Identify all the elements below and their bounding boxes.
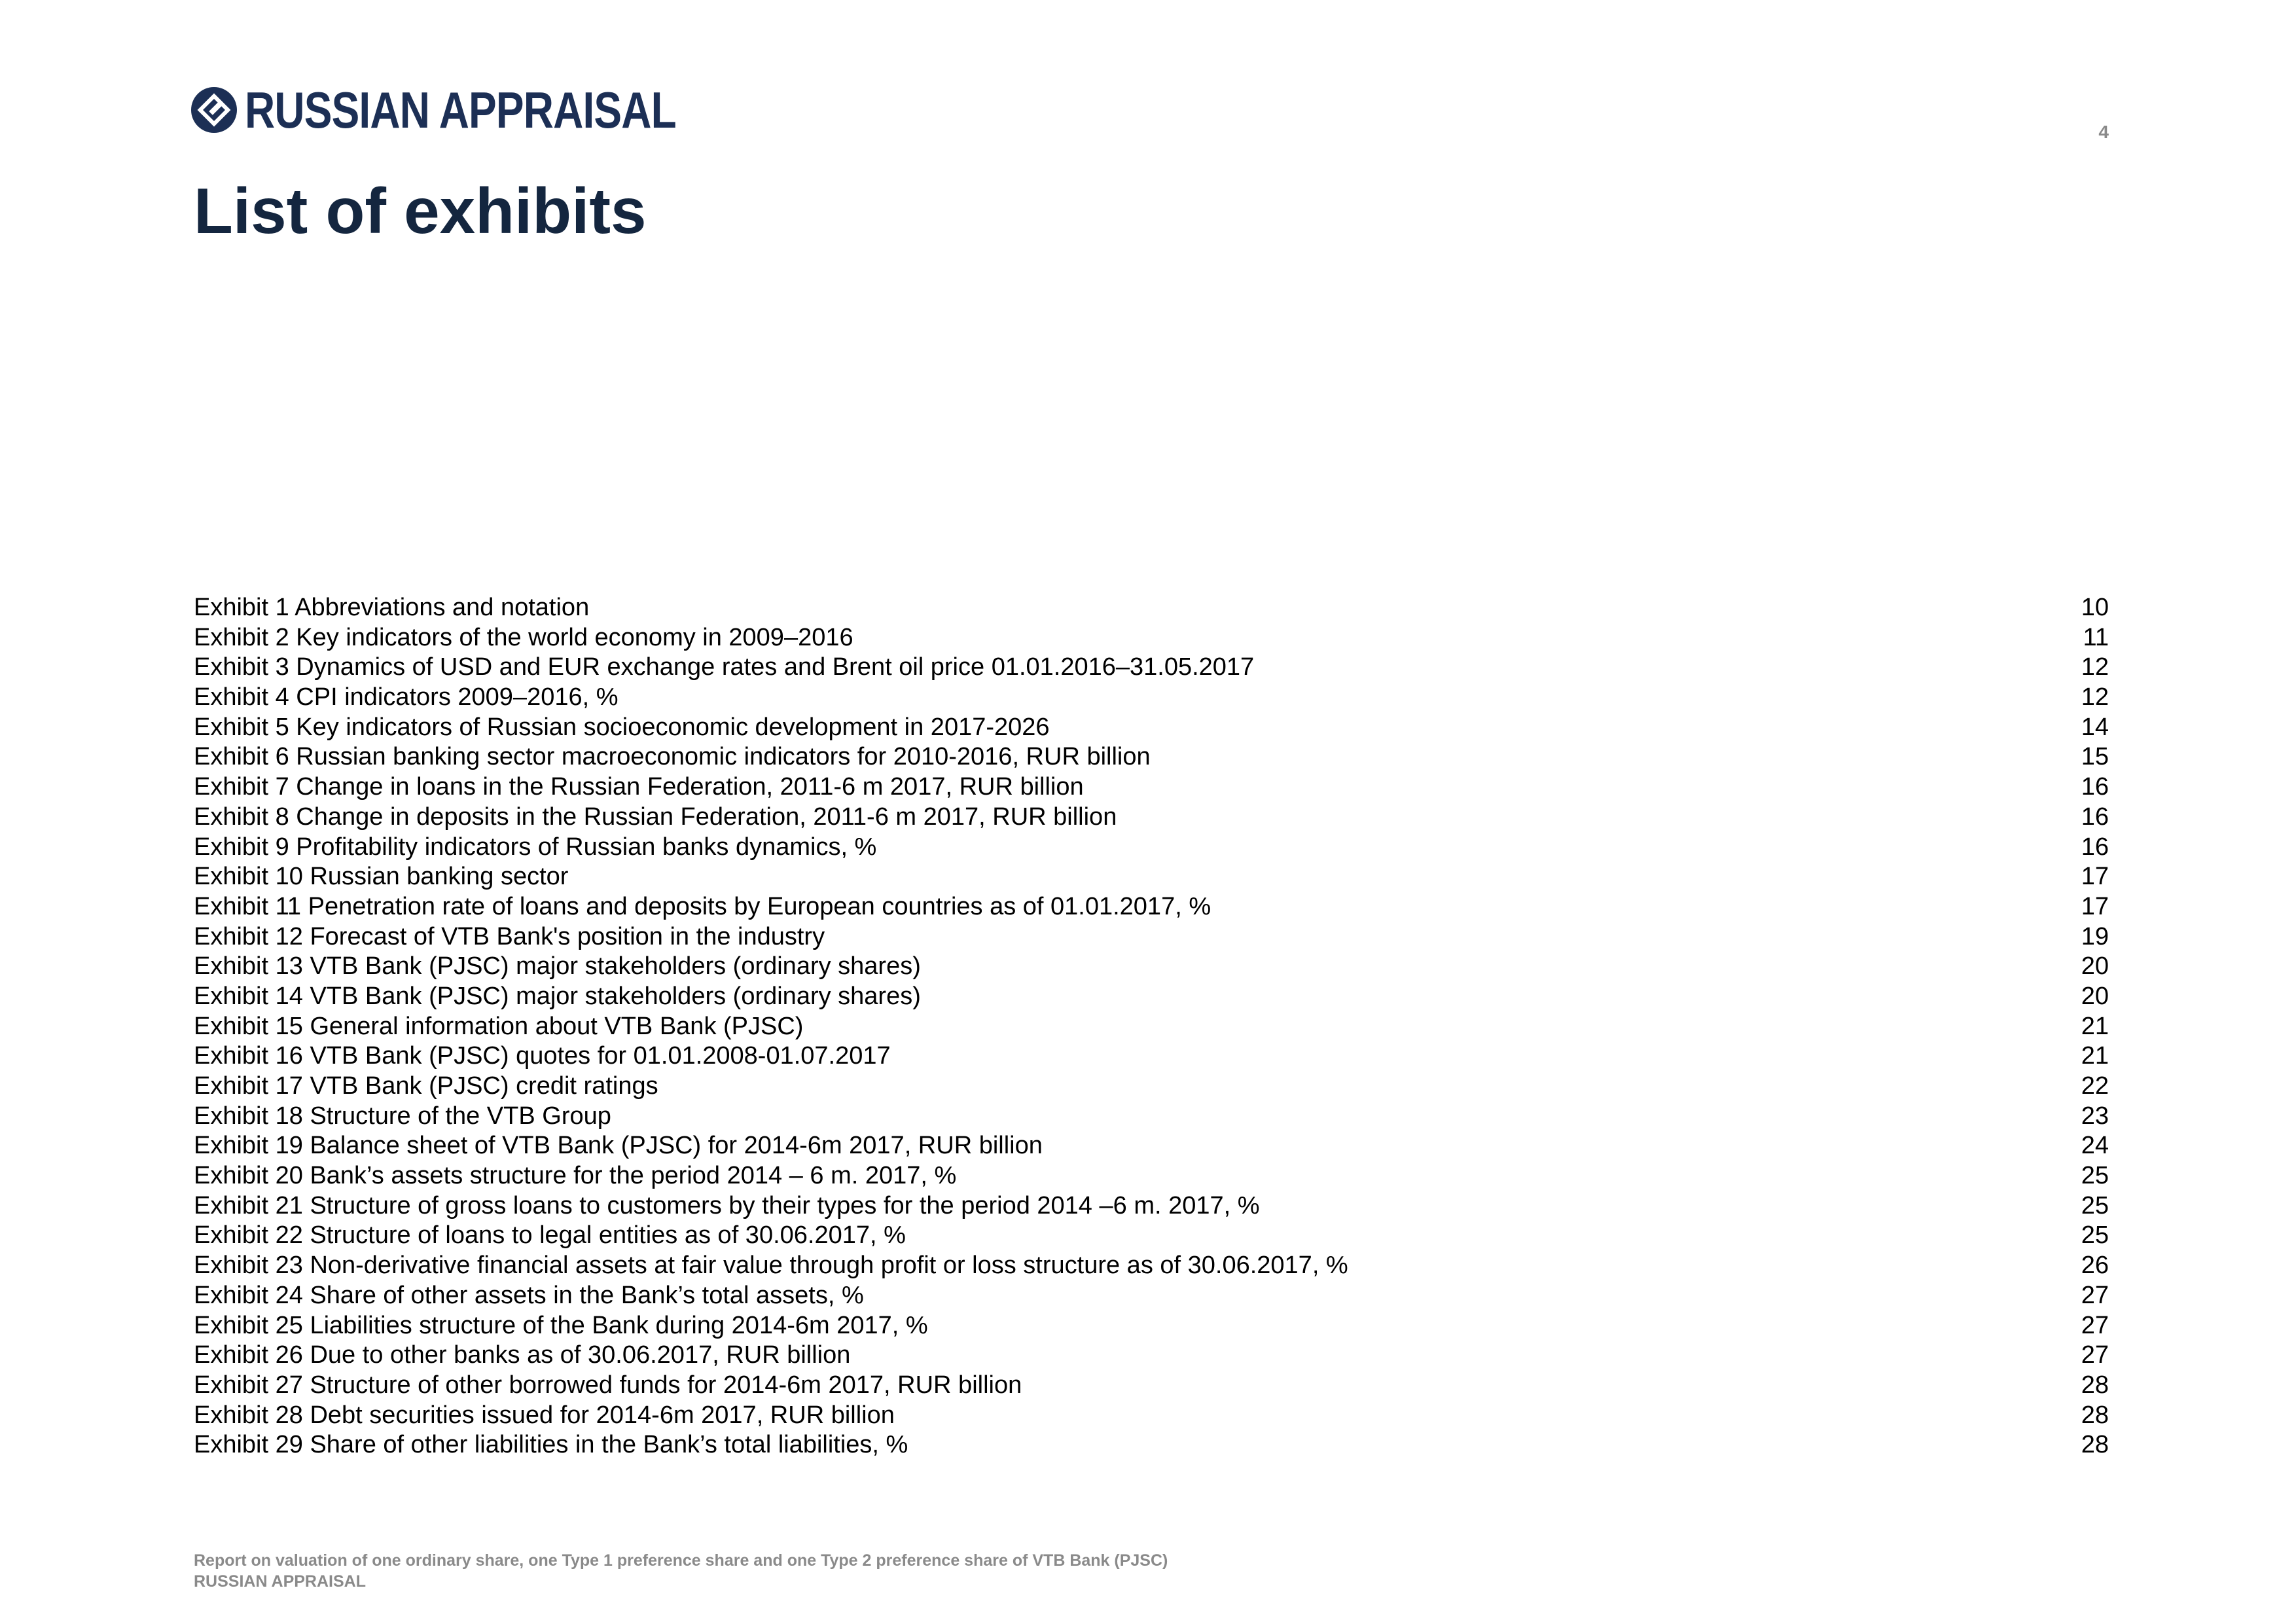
exhibit-page-number: 21	[2081, 1042, 2109, 1070]
exhibit-page-number: 20	[2081, 982, 2109, 1010]
exhibit-row	[194, 1072, 2109, 1102]
page-title: List of exhibits	[194, 175, 647, 247]
exhibit-title: Exhibit 19 Balance sheet of VTB Bank (PJSC) for 2014-6m 2017, RUR billion	[194, 1132, 1043, 1160]
page-number: 4	[2098, 122, 2109, 142]
exhibit-row	[194, 1341, 2109, 1371]
exhibit-row	[194, 1102, 2109, 1132]
exhibit-title: Exhibit 16 VTB Bank (PJSC) quotes for 01.01.2008-01.07.2017	[194, 1042, 891, 1070]
exhibit-row	[194, 1401, 2109, 1431]
exhibit-title: Exhibit 2 Key indicators of the world economy in 2009–2016	[194, 623, 853, 651]
exhibit-row	[194, 1430, 2109, 1460]
exhibit-title: Exhibit 23 Non-derivative financial assets at fair value through profit or loss structure as of 30.06.2017, %	[194, 1252, 1348, 1280]
diamond-logo-icon	[190, 86, 238, 134]
exhibit-row	[194, 713, 2109, 743]
exhibit-page-number: 16	[2081, 773, 2109, 801]
exhibit-row	[194, 1191, 2109, 1221]
exhibit-page-number: 25	[2081, 1221, 2109, 1250]
exhibit-title: Exhibit 13 VTB Bank (PJSC) major stakeholders (ordinary shares)	[194, 952, 921, 981]
exhibit-page-number: 17	[2081, 892, 2109, 920]
exhibit-title: Exhibit 25 Liabilities structure of the Bank during 2014-6m 2017, %	[194, 1311, 928, 1339]
exhibit-title: Exhibit 24 Share of other assets in the Bank’s total assets, %	[194, 1281, 864, 1309]
exhibit-row	[194, 623, 2109, 653]
exhibit-row	[194, 1131, 2109, 1161]
exhibit-row	[194, 1371, 2109, 1401]
exhibit-title: Exhibit 21 Structure of gross loans to customers by their types for the period 2014 –6 m. 2017, %	[194, 1191, 1260, 1219]
page-footer	[194, 1550, 1168, 1592]
exhibit-title: Exhibit 18 Structure of the VTB Group	[194, 1102, 611, 1130]
exhibit-title: Exhibit 17 VTB Bank (PJSC) credit ratings	[194, 1072, 658, 1100]
exhibit-title: Exhibit 5 Key indicators of Russian socioeconomic development in 2017-2026	[194, 713, 1050, 741]
exhibit-title: Exhibit 22 Structure of loans to legal entities as of 30.06.2017, %	[194, 1221, 906, 1250]
exhibit-page-number: 15	[2081, 743, 2109, 771]
logo-wordmark: RUSSIAN APPRAISAL	[245, 81, 676, 139]
exhibit-title: Exhibit 14 VTB Bank (PJSC) major stakeholders (ordinary shares)	[194, 982, 921, 1010]
exhibit-page-number: 12	[2081, 683, 2109, 712]
exhibit-title: Exhibit 9 Profitability indicators of Russian banks dynamics, %	[194, 833, 877, 861]
exhibit-page-number: 23	[2081, 1102, 2109, 1130]
exhibit-row	[194, 653, 2109, 683]
exhibit-page-number: 25	[2081, 1191, 2109, 1219]
exhibit-row	[194, 1161, 2109, 1191]
exhibit-row	[194, 1311, 2109, 1341]
exhibit-page-number: 28	[2081, 1371, 2109, 1399]
exhibit-title: Exhibit 8 Change in deposits in the Russian Federation, 2011-6 m 2017, RUR billion	[194, 803, 1117, 831]
exhibit-title: Exhibit 3 Dynamics of USD and EUR exchange rates and Brent oil price 01.01.2016–31.05.2017	[194, 653, 1255, 681]
exhibit-row	[194, 982, 2109, 1012]
exhibit-row	[194, 803, 2109, 833]
exhibit-page-number: 25	[2081, 1162, 2109, 1190]
exhibit-row	[194, 1281, 2109, 1311]
exhibit-page-number: 16	[2081, 833, 2109, 861]
exhibit-page-number: 17	[2081, 863, 2109, 891]
exhibit-page-number: 14	[2081, 713, 2109, 741]
exhibit-title: Exhibit 20 Bank’s assets structure for the period 2014 – 6 m. 2017, %	[194, 1162, 957, 1190]
exhibit-title: Exhibit 15 General information about VTB Bank (PJSC)	[194, 1012, 804, 1040]
exhibit-title: Exhibit 28 Debt securities issued for 2014-6m 2017, RUR billion	[194, 1401, 895, 1429]
exhibit-page-number: 24	[2081, 1132, 2109, 1160]
exhibit-page-number: 11	[2083, 623, 2109, 651]
exhibit-row	[194, 742, 2109, 772]
exhibit-title: Exhibit 11 Penetration rate of loans and deposits by European countries as of 01.01.2017, %	[194, 892, 1211, 920]
exhibit-title: Exhibit 6 Russian banking sector macroeconomic indicators for 2010-2016, RUR billion	[194, 743, 1151, 771]
company-logo	[190, 81, 771, 139]
exhibit-page-number: 16	[2081, 803, 2109, 831]
exhibit-title: Exhibit 12 Forecast of VTB Bank's position in the industry	[194, 922, 825, 950]
exhibit-title: Exhibit 7 Change in loans in the Russian Federation, 2011-6 m 2017, RUR billion	[194, 773, 1084, 801]
exhibit-row	[194, 1041, 2109, 1072]
exhibit-page-number: 27	[2081, 1341, 2109, 1369]
exhibit-page-number: 10	[2081, 594, 2109, 621]
exhibit-page-number: 12	[2081, 653, 2109, 681]
exhibit-page-number: 20	[2081, 952, 2109, 981]
exhibit-list	[194, 593, 2109, 1460]
exhibit-title: Exhibit 26 Due to other banks as of 30.06.2017, RUR billion	[194, 1341, 851, 1369]
exhibit-page-number: 27	[2081, 1311, 2109, 1339]
exhibit-row	[194, 833, 2109, 863]
exhibit-page-number: 21	[2081, 1012, 2109, 1040]
exhibit-page-number: 19	[2081, 922, 2109, 950]
exhibit-row	[194, 952, 2109, 982]
exhibit-row	[194, 922, 2109, 952]
exhibit-row	[194, 892, 2109, 922]
exhibit-page-number: 26	[2081, 1252, 2109, 1280]
exhibit-title: Exhibit 29 Share of other liabilities in the Bank’s total liabilities, %	[194, 1431, 908, 1459]
exhibit-row	[194, 1251, 2109, 1281]
exhibit-row	[194, 1221, 2109, 1251]
exhibit-title: Exhibit 27 Structure of other borrowed funds for 2014-6m 2017, RUR billion	[194, 1371, 1022, 1399]
footer-report-title: Report on valuation of one ordinary share, one Type 1 preference share and one Type 2 preference share of VTB Bank (PJSC)	[194, 1551, 1168, 1570]
exhibit-title: Exhibit 10 Russian banking sector	[194, 863, 569, 891]
exhibit-row	[194, 683, 2109, 713]
exhibit-title: Exhibit 4 CPI indicators 2009–2016, %	[194, 683, 619, 712]
exhibit-row	[194, 772, 2109, 803]
footer-company-name: RUSSIAN APPRAISAL	[194, 1572, 366, 1591]
exhibit-page-number: 28	[2081, 1431, 2109, 1459]
exhibit-page-number: 22	[2081, 1072, 2109, 1100]
exhibit-page-number: 28	[2081, 1401, 2109, 1429]
exhibit-row	[194, 593, 2109, 623]
exhibit-page-number: 27	[2081, 1281, 2109, 1309]
exhibit-row	[194, 1012, 2109, 1042]
exhibit-row	[194, 862, 2109, 892]
exhibit-title: Exhibit 1 Abbreviations and notation	[194, 594, 590, 621]
